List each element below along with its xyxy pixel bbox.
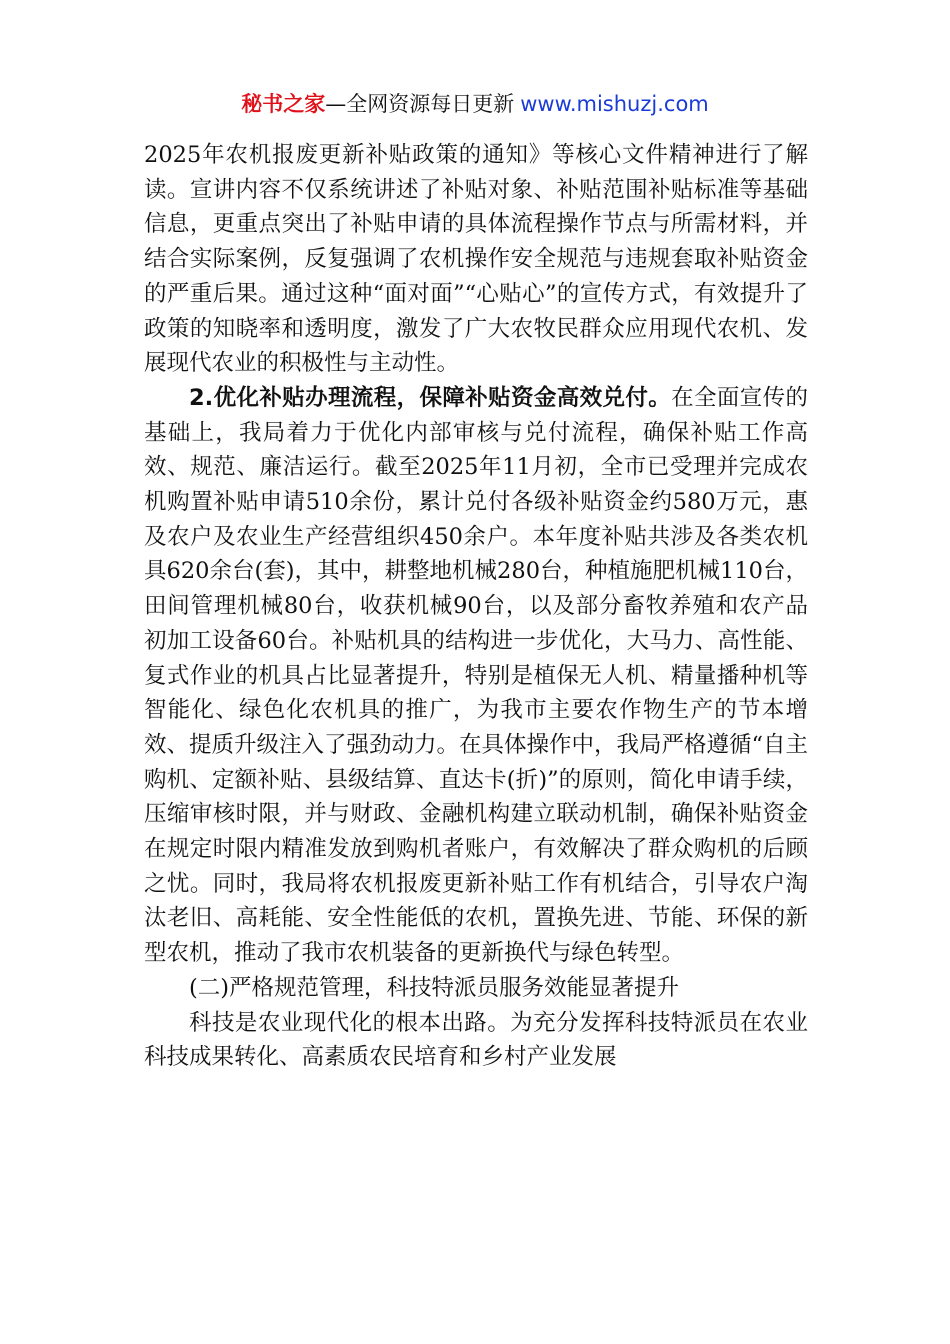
site-url[interactable]: www.mishuzj.com bbox=[520, 92, 709, 116]
section-heading: (二)严格规范管理，科技特派员服务效能显著提升 bbox=[189, 974, 680, 1001]
site-brand: 秘书之家 bbox=[241, 92, 326, 116]
site-header bbox=[0, 88, 950, 120]
site-slogan: 全网资源每日更新 bbox=[346, 92, 515, 116]
paragraph-science-tech: 科技是农业现代化的根本出路。为充分发挥科技特派员在农业科技成果转化、高素质农民培育和乡村产业发展 bbox=[144, 1009, 808, 1071]
paragraph-lead-heading: 2.优化补贴办理流程，保障补贴资金高效兑付。 bbox=[189, 384, 672, 411]
paragraph-body-text: 在全面宣传的基础上，我局着力于优化内部审核与兑付流程，确保补贴工作高效、规范、廉洁运行。截至2025年11月初，全市已受理并完成农机购置补贴申请510余份，累计兑付各级补贴资金约580万元，惠及农户及农业生产经营组织450余户。本年度补贴共涉及各类农机具620余台(套)，其中，耕整地机械280台，种植施肥机械110台，田间管理机械80台，收获机械90台，以及部分畜牧养殖和农产品初加工设备60台。补贴机具的结构进一步优化，大马力、高性能、复式作业的机具占比显著提升，特别是植保无人机、精量播种机等智能化、绿色化农机具的推广，为我市主要农作物生产的节本增效、提质升级注入了强劲动力。在具体操作中，我局严格遵循“自主购机、定额补贴、县级结算、直达卡(折)”的原则，简化申请手续，压缩审核时限，并与财政、金融机构建立联动机制，确保补贴资金在规定时限内精准发放到购机者账户，有效解决了群众购机的后顾之忧。同时，我局将农机报废更新补贴工作有机结合，引导农户淘汰老旧、高耗能、安全性能低的农机，置换先进、节能、环保的新型农机，推动了我市农机装备的更新换代与绿色转型。 bbox=[144, 384, 809, 967]
header-dash: — bbox=[325, 92, 347, 116]
document-body bbox=[144, 138, 808, 1075]
paragraph-subsidy-process bbox=[144, 381, 808, 971]
paragraph-continuation: 2025年农机报废更新补贴政策的通知》等核心文件精神进行了解读。宣讲内容不仅系统讲述了补贴对象、补贴范围补贴标准等基础信息，更重点突出了补贴申请的具体流程操作节点与所需材料，并结合实际案例，反复强调了农机操作安全规范与违规套取补贴资金的严重后果。通过这种“面对面”“心贴心”的宣传方式，有效提升了政策的知晓率和透明度，激发了广大农牧民群众应用现代农机、发展现代农业的积极性与主动性。 bbox=[144, 142, 808, 377]
